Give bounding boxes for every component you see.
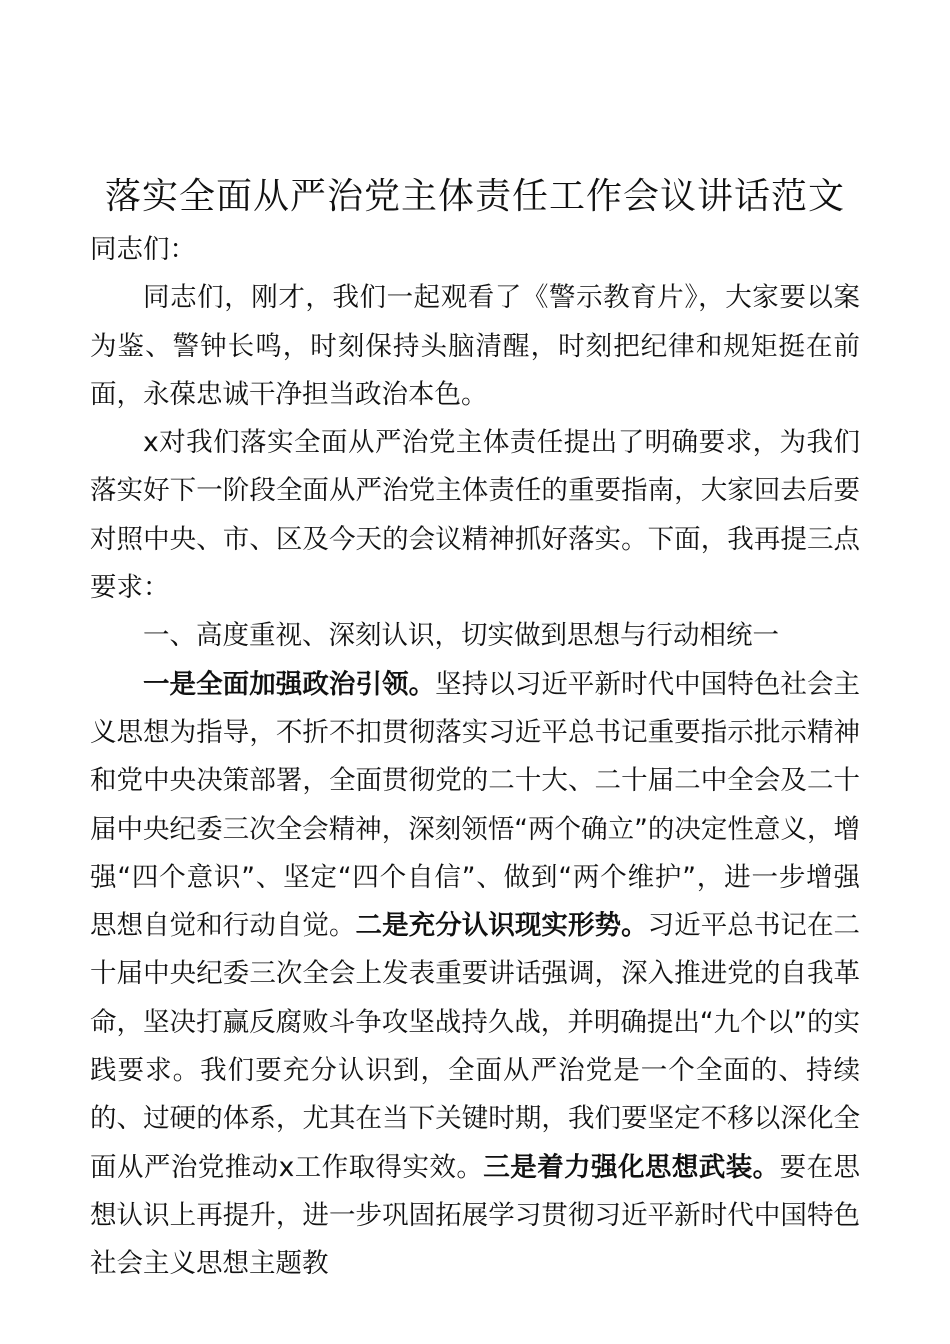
point-1-text: 坚持以习近平新时代中国特色社会主义思想为指导，不折不扣贯彻落实习近平总书记重要指示批示精神和党中央决策部署，全面贯彻党的二十大、二十届二中全会及二十届中央纪委三次全会精神，深刻领悟“两个确立”的决定性意义，增强“四个意识”、坚定“四个自信”、做到“两个维护”，进一步增强思想自觉和行动自觉。 xyxy=(90,668,861,942)
point-3-lead: 三是着力强化思想武装。 xyxy=(483,1151,780,1183)
paragraph-1: 同志们，刚才，我们一起观看了《警示教育片》，大家要以案为鉴、警钟长鸣，时刻保持头脑清醒，时刻把纪律和规矩挺在前面，永葆忠诚干净担当政治本色。 xyxy=(90,282,860,410)
point-1-lead: 一是全面加强政治引领。 xyxy=(143,668,436,700)
point-3-text: 要在思想认识上再提升，进一步巩固拓展学习贯彻习近平新时代中国特色社会主义思想主题教 xyxy=(90,1151,861,1280)
salutation: 同志们： xyxy=(90,234,196,265)
paragraph-3 xyxy=(90,661,860,1289)
point-2-lead: 二是充分认识现实形势。 xyxy=(355,910,648,942)
point-2-text: 习近平总书记在二十届中央纪委三次全会上发表重要讲话强调，深入推进党的自我革命，坚决打赢反腐败斗争攻坚战持久战，并明确提出“九个以”的实践要求。我们要充分认识到，全面从严治党是一个全面的、持续的、过硬的体系，尤其在当下关键时期，我们要坚定不移以深化全面从严治党推动x工作取得实效。 xyxy=(90,910,861,1183)
section-heading-1: 一、高度重视、深刻认识，切实做到思想与行动相统一 xyxy=(143,620,779,652)
document-title: 落实全面从严治党主体责任工作会议讲话范文 xyxy=(104,176,845,217)
paragraph-2: x对我们落实全面从严治党主体责任提出了明确要求，为我们落实好下一阶段全面从严治党主体责任的重要指南，大家回去后要对照中央、市、区及今天的会议精神抓好落实。下面，我再提三点要求： xyxy=(90,427,860,604)
